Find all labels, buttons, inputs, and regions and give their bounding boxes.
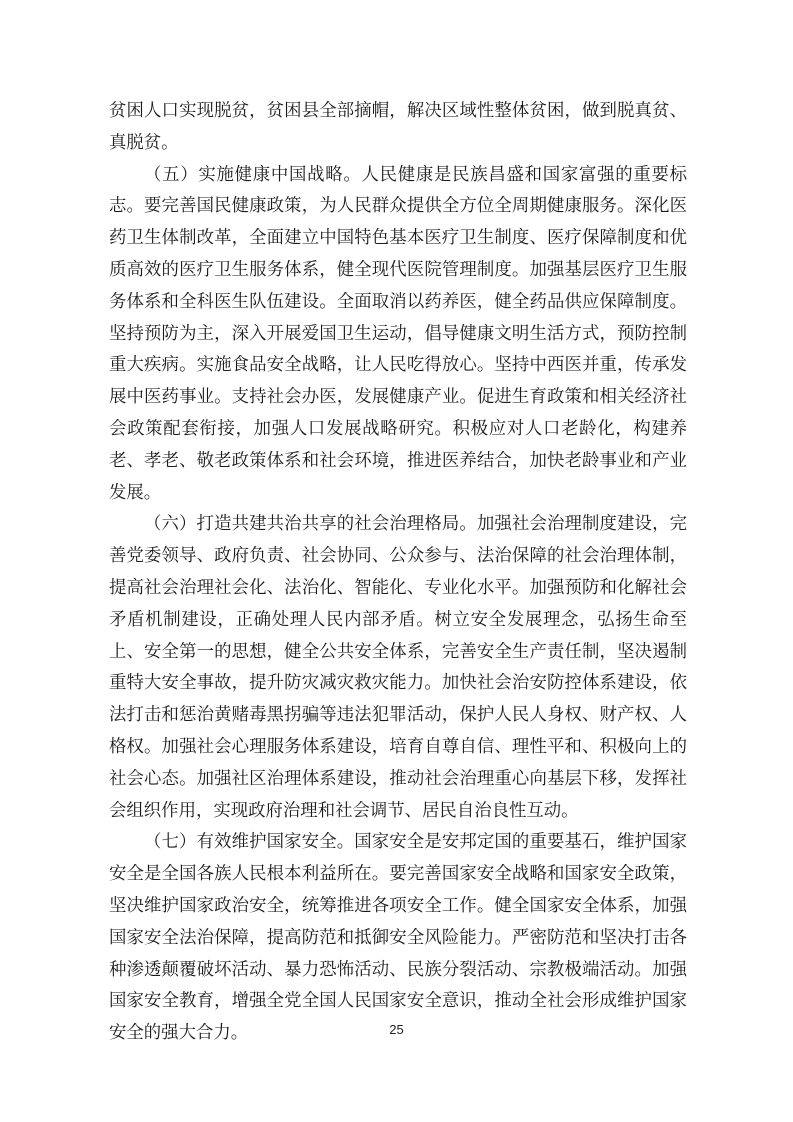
- page-number: 25: [389, 1022, 404, 1037]
- paragraph-healthy-china: （五）实施健康中国战略。人民健康是民族昌盛和国家富强的重要标志。要完善国民健康政策，为人民群众提供全方位全周期健康服务。深化医药卫生体制改革，全面建立中国特色基本医疗卫生制度、医疗保障制度和优质高效的医疗卫生服务体系，健全现代医院管理制度。加强基层医疗卫生服务体系和全科医生队伍建设。全面取消以药养医，健全药品供应保障制度。坚持预防为主，深入开展爱国卫生运动，倡导健康文明生活方式，预防控制重大疾病。实施食品安全战略，让人民吃得放心。坚持中西医并重，传承发展中医药事业。支持社会办医，发展健康产业。促进生育政策和相关经济社会政策配套衔接，加强人口发展战略研究。积极应对人口老龄化，构建养老、孝老、敬老政策体系和社会环境，推进医养结合，加快老龄事业和产业发展。: [109, 164, 687, 503]
- paragraph-national-security: （七）有效维护国家安全。国家安全是安邦定国的重要基石，维护国家安全是全国各族人民根本利益所在。要完善国家安全战略和国家安全政策，坚决维护国家政治安全，统筹推进各项安全工作。健全国家安全体系，加强国家安全法治保障，提高防范和抵御安全风险能力。严密防范和坚决打击各种渗透颠覆破坏活动、暴力恐怖活动、民族分裂活动、宗教极端活动。加强国家安全教育，增强全党全国人民国家安全意识，推动全社会形成维护国家安全的强大合力。: [109, 832, 687, 1044]
- body-text: [109, 96, 687, 1050]
- paragraph-poverty-end: 贫困人口实现脱贫，贫困县全部摘帽，解决区域性整体贫困，做到脱真贫、真脱贫。: [109, 101, 687, 153]
- paragraph-social-governance: （六）打造共建共治共享的社会治理格局。加强社会治理制度建设，完善党委领导、政府负责、社会协同、公众参与、法治保障的社会治理体制，提高社会治理社会化、法治化、智能化、专业化水平。加强预防和化解社会矛盾机制建设，正确处理人民内部矛盾。树立安全发展理念，弘扬生命至上、安全第一的思想，健全公共安全体系，完善安全生产责任制，坚决遏制重特大安全事故，提升防灾减灾救灾能力。加快社会治安防控体系建设，依法打击和惩治黄赌毒黑拐骗等违法犯罪活动，保护人民人身权、财产权、人格权。加强社会心理服务体系建设，培育自尊自信、理性平和、积极向上的社会心态。加强社区治理体系建设，推动社会治理重心向基层下移，发挥社会组织作用，实现政府治理和社会调节、居民自治良性互动。: [109, 514, 687, 821]
